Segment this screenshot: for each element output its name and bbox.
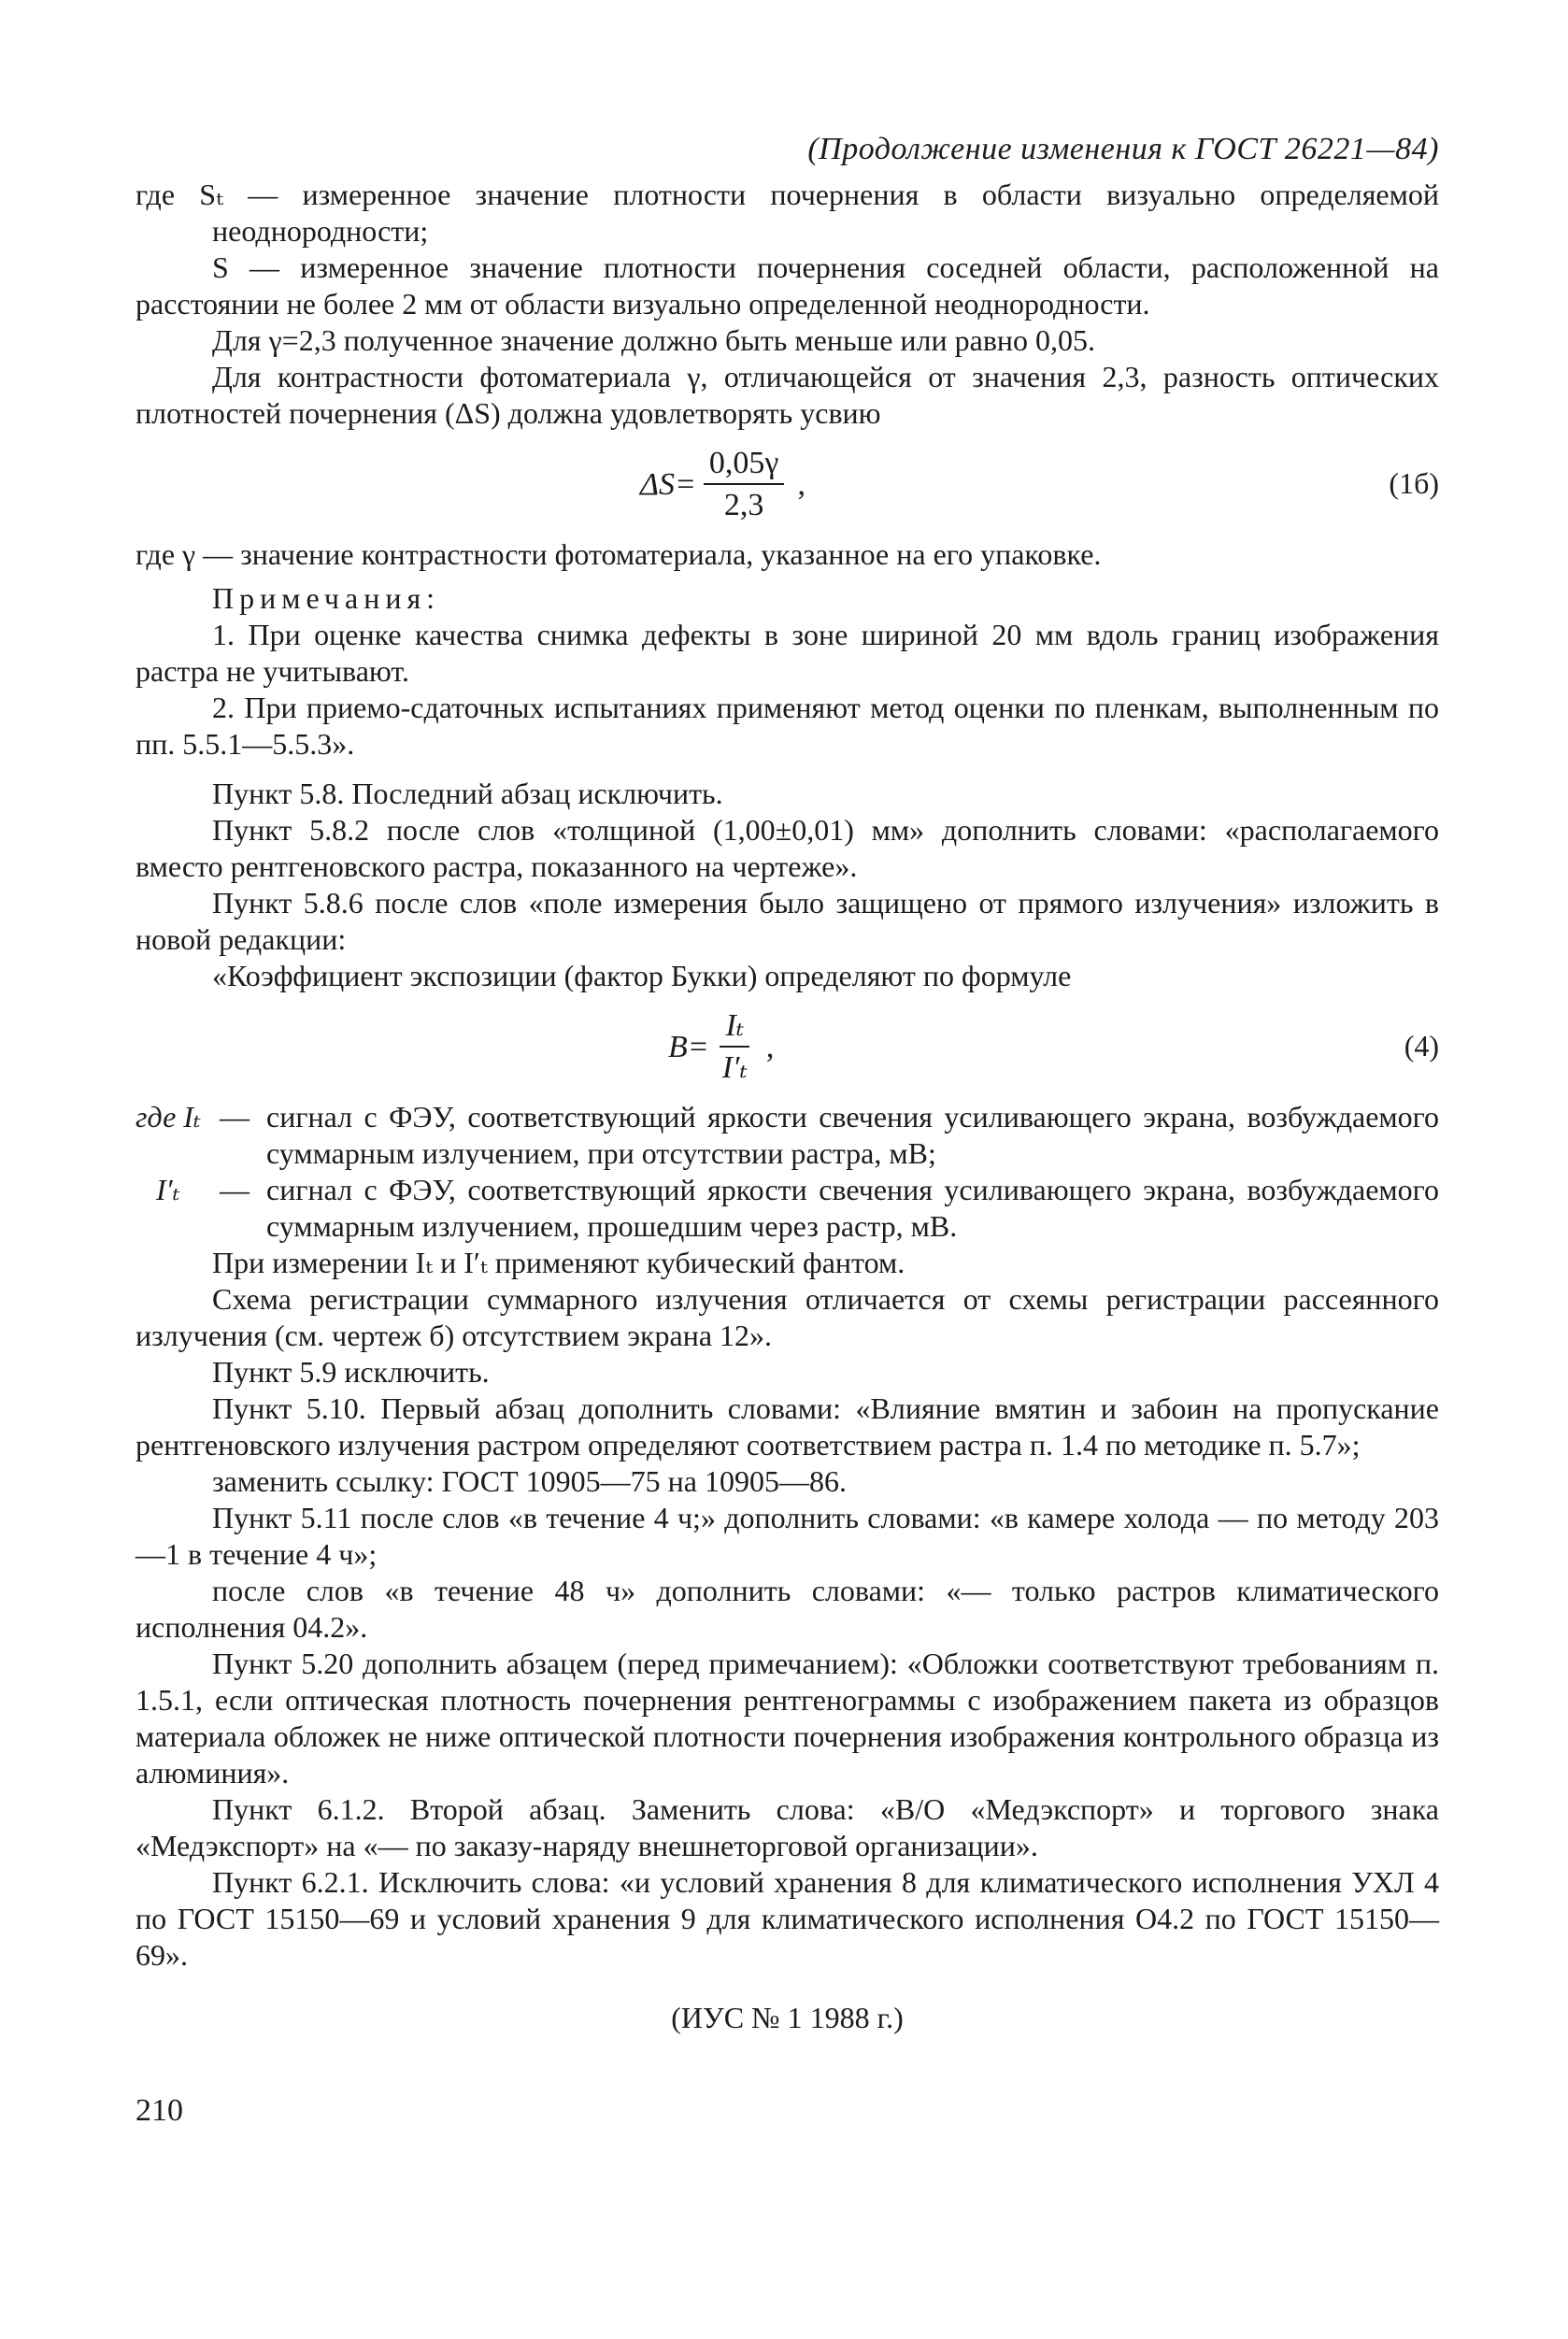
def-2-dash: — <box>220 1173 249 1206</box>
formula-4-denominator: I′ₜ <box>721 1050 748 1085</box>
paragraph-replace-reference: заменить ссылку: ГОСТ 10905—75 на 10905—86. <box>212 1464 847 1498</box>
formula-1b-fraction <box>704 445 785 523</box>
formula-4-expression <box>668 1000 774 1093</box>
paragraph-bucky-factor: «Коэффициент экспозиции (фактор Букки) определяют по формуле <box>212 959 1072 992</box>
document-page <box>135 131 1439 2036</box>
paragraph-after-48h: после слов «в течение 48 ч» дополнить словами: «— только растров климатического исполнения 04.2». <box>135 1574 1439 1644</box>
paragraph-gamma-condition: Для γ=2,3 полученное значение должно быть меньше или равно 0,05. <box>212 323 1096 357</box>
paragraph-gamma-definition: где γ — значение контрастности фотоматериала, указанное на его упаковке. <box>135 537 1102 571</box>
formula-1b-number: (1б) <box>1389 466 1439 500</box>
formula-1b-expression <box>640 437 805 531</box>
paragraph-item-6-1-2: Пункт 6.1.2. Второй абзац. Заменить слова: «В/О «Медэкспорт» и торгового знака «Медэкспорт» на «— по заказу-наряду внешнеторговой организации». <box>135 1792 1439 1862</box>
paragraph-item-5-11: Пункт 5.11 после слов «в течение 4 ч;» дополнить словами: «в камере холода — по методу 203—1 в течение 4 ч»; <box>135 1501 1439 1571</box>
formula-4 <box>135 1000 1439 1093</box>
running-header: (Продолжение изменения к ГОСТ 26221—84) <box>807 132 1439 166</box>
def-1-dash: — <box>220 1100 249 1134</box>
paragraph-item-5-8-6: Пункт 5.8.6 после слов «поле измерения было защищено от прямого излучения» изложить в новой редакции: <box>135 886 1439 956</box>
formula-4-numerator: Iₜ <box>720 1007 749 1048</box>
def-1-symbol: где Iₜ <box>135 1100 201 1134</box>
formula-1b-comma: , <box>797 466 805 502</box>
notes-title: Примечания: <box>212 581 441 615</box>
paragraph-s-definition: S — измеренное значение плотности почернения соседней области, расположенной на расстоянии не более 2 мм от области визуально определенной неоднородности. <box>135 250 1439 321</box>
paragraph-contrast-condition: Для контрастности фотоматериала γ, отличающейся от значения 2,3, разность оптических плотностей почернения (ΔS) должна удовлетворять усвию <box>135 360 1439 430</box>
paragraph-item-6-2-1: Пункт 6.2.1. Исключить слова: «и условий хранения 8 для климатического исполнения УХЛ 4 по ГОСТ 15150—69 и условий хранения 9 для климатического исполнения О4.2 по ГОСТ 15150—69». <box>135 1865 1439 1972</box>
def-1-text: сигнал с ФЭУ, соответствующий яркости свечения усиливающего экрана, возбуждаемого суммарным излучением, при отсутствии растра, мВ; <box>266 1100 1439 1170</box>
paragraph-phantom: При измерении Iₜ и I′ₜ применяют кубический фантом. <box>212 1246 905 1279</box>
paragraph-item-5-9: Пункт 5.9 исключить. <box>212 1355 490 1389</box>
def-2-text: сигнал с ФЭУ, соответствующий яркости свечения усиливающего экрана, возбуждаемого суммарным излучением, прошедшим через растр, мВ. <box>266 1173 1439 1243</box>
paragraph-item-5-8-2: Пункт 5.8.2 после слов «толщиной (1,00±0,01) мм» дополнить словами: «располагаемого вместо рентгеновского растра, показанного на чертеже». <box>135 813 1439 883</box>
formula-1b <box>135 437 1439 531</box>
paragraph-item-5-20: Пункт 5.20 дополнить абзацем (перед примечанием): «Обложки соответствуют требованиям п. 1.5.1, если оптическая плотность почернения рентгенограммы с изображением пакета из образцов материала обложек не ниже оптической плотности почернения изображения контрольного образца из алюминия». <box>135 1647 1439 1790</box>
note-2: 2. При приемо-сдаточных испытаниях применяют метод оценки по пленкам, выполненным по пп. 5.5.1—5.5.3». <box>135 691 1439 761</box>
paragraph-item-5-10: Пункт 5.10. Первый абзац дополнить словами: «Влияние вмятин и забоин на пропускание рентгеновского излучения растром определяют соответствием растра п. 1.4 по методике п. 5.7»; <box>135 1391 1439 1462</box>
paragraph-registration-scheme: Схема регистрации суммарного излучения отличается от схемы регистрации рассеянного излучения (см. чертеж б) отсутствием экрана 12». <box>135 1282 1439 1352</box>
page-number: 210 <box>135 2093 183 2128</box>
formula-4-number: (4) <box>1404 1029 1439 1063</box>
definition-list <box>135 1099 1439 1245</box>
formula-1b-lhs: ΔS= <box>640 466 696 502</box>
def-2-symbol: I′ₜ <box>156 1173 180 1206</box>
formula-4-fraction <box>717 1007 753 1086</box>
source-reference: (ИУС № 1 1988 г.) <box>671 2001 904 2034</box>
formula-4-lhs: B= <box>668 1029 709 1064</box>
formula-4-comma: , <box>765 1029 775 1064</box>
paragraph-s-t-definition: где Sₜ — измеренное значение плотности почернения в области визуально определяемой неоднородности; <box>135 178 1439 248</box>
formula-1b-denominator: 2,3 <box>723 488 764 522</box>
formula-1b-numerator: 0,05γ <box>704 445 785 485</box>
note-1: 1. При оценке качества снимка дефекты в зоне шириной 20 мм вдоль границ изображения растра не учитывают. <box>135 618 1439 688</box>
paragraph-item-5-8: Пункт 5.8. Последний абзац исключить. <box>212 777 723 810</box>
